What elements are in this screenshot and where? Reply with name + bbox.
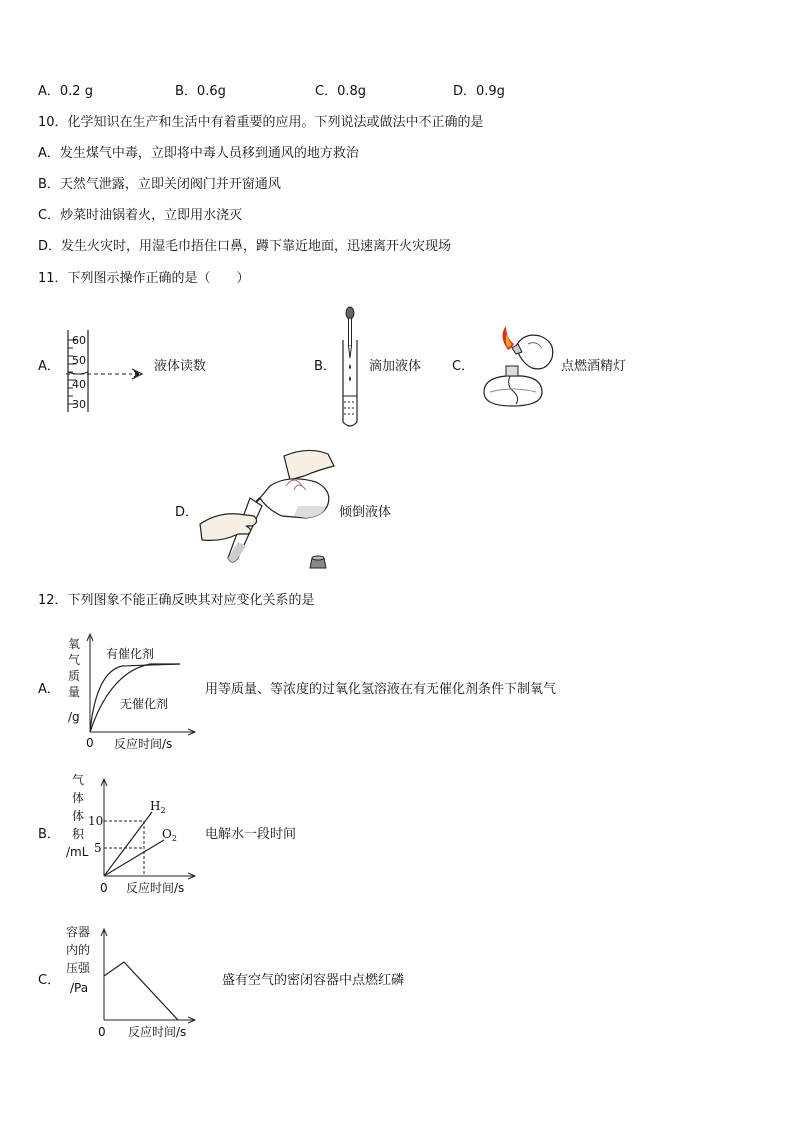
q12-stem: 12．下列图象不能正确反映其对应变化关系的是: [38, 593, 315, 608]
h2-line: [104, 812, 152, 876]
y-label-char: 容器: [66, 925, 91, 939]
y-label-unit: /mL: [66, 845, 89, 859]
q10-option-a: A．发生煤气中毒，立即将中毒人员移到通风的地方救治: [38, 146, 359, 161]
q11-a-caption: 液体读数: [154, 359, 207, 374]
tick-50: 50: [72, 354, 86, 367]
cylinder-reading-figure: [62, 328, 154, 416]
y-label-char: 质: [68, 669, 81, 683]
q11-c-letter: C．: [452, 359, 475, 374]
y-label-char: 体: [72, 809, 85, 823]
q10-option-d: D．发生火灾时，用湿毛巾捂住口鼻，蹲下靠近地面，迅速离开火灾现场: [38, 239, 452, 254]
q12-b-letter: B．: [38, 827, 60, 842]
q11-d-letter: D．: [175, 505, 199, 520]
y-label-char: 气: [72, 773, 85, 787]
dropper-figure: [335, 306, 367, 432]
o2-label: $O_2$: [162, 827, 177, 843]
catalyst-oxygen-chart: [60, 632, 200, 752]
pressure-chart: [60, 920, 200, 1044]
o2-line: [104, 840, 164, 876]
q11-a-letter: A．: [38, 359, 60, 374]
h2-label: $H_2$: [150, 799, 166, 815]
q10-option-c: C．炒菜时油锅着火，立即用水浇灭: [38, 208, 243, 223]
q9-option-b: B．0.6g: [175, 84, 226, 99]
alcohol-lamp-figure: [476, 322, 560, 412]
q11-b-caption: 滴加液体: [369, 359, 422, 374]
tick-30: 30: [72, 398, 86, 411]
y-tick-10: 10: [88, 814, 104, 828]
dropper-bulb: [346, 307, 354, 319]
pouring-liquid-figure: [198, 446, 336, 576]
x-axis-label: 反应时间/s: [114, 737, 173, 751]
y-label-char: 氧: [68, 637, 81, 651]
y-label-char: 体: [72, 791, 85, 805]
q11-c-caption: 点燃酒精灯: [561, 359, 627, 374]
x-axis-label: 反应时间/s: [128, 1025, 187, 1039]
q10-option-b: B．天然气泄露，立即关闭阀门并开窗通风: [38, 177, 281, 192]
y-label-char: 内的: [66, 943, 91, 957]
origin-label: 0: [100, 881, 108, 895]
q11-b-letter: B．: [314, 359, 336, 374]
q12-a-letter: A．: [38, 682, 60, 697]
q11-d-caption: 倾倒液体: [339, 505, 392, 520]
q12-a-desc: 用等质量、等浓度的过氧化氢溶液在有无催化剂条件下制氧气: [205, 682, 557, 697]
q12-c-letter: C．: [38, 973, 61, 988]
tick-40: 40: [72, 378, 86, 391]
right-hand: [284, 450, 334, 480]
q12-b-desc: 电解水一段时间: [205, 827, 297, 842]
y-label-char: 量: [68, 685, 81, 699]
y-label-char: 气: [68, 653, 81, 667]
q12-c-desc: 盛有空气的密闭容器中点燃红磷: [222, 973, 405, 988]
y-tick-5: 5: [94, 841, 102, 855]
q9-option-c: C．0.8g: [315, 84, 367, 99]
origin-label: 0: [86, 736, 94, 750]
q9-option-d: D．0.9g: [453, 84, 505, 99]
x-axis-label: 反应时间/s: [126, 881, 185, 895]
y-label-char: 压强: [66, 961, 91, 975]
q11-stem: 11．下列图示操作正确的是（ ）: [38, 271, 250, 286]
q10-stem: 10．化学知识在生产和生活中有着重要的应用。下列说法或做法中不正确的是: [38, 115, 484, 130]
y-label-unit: /g: [68, 710, 80, 724]
electrolysis-chart: [60, 770, 200, 898]
y-label-char: 积: [72, 827, 85, 841]
curve-label-with: 有催化剂: [106, 647, 155, 661]
y-label-unit: /Pa: [70, 981, 89, 995]
origin-label: 0: [98, 1025, 106, 1039]
curve-label-without: 无催化剂: [120, 697, 169, 711]
tick-60: 60: [72, 334, 86, 347]
pressure-curve: [104, 962, 178, 1020]
q9-option-a: A．0.2 g: [38, 84, 93, 99]
